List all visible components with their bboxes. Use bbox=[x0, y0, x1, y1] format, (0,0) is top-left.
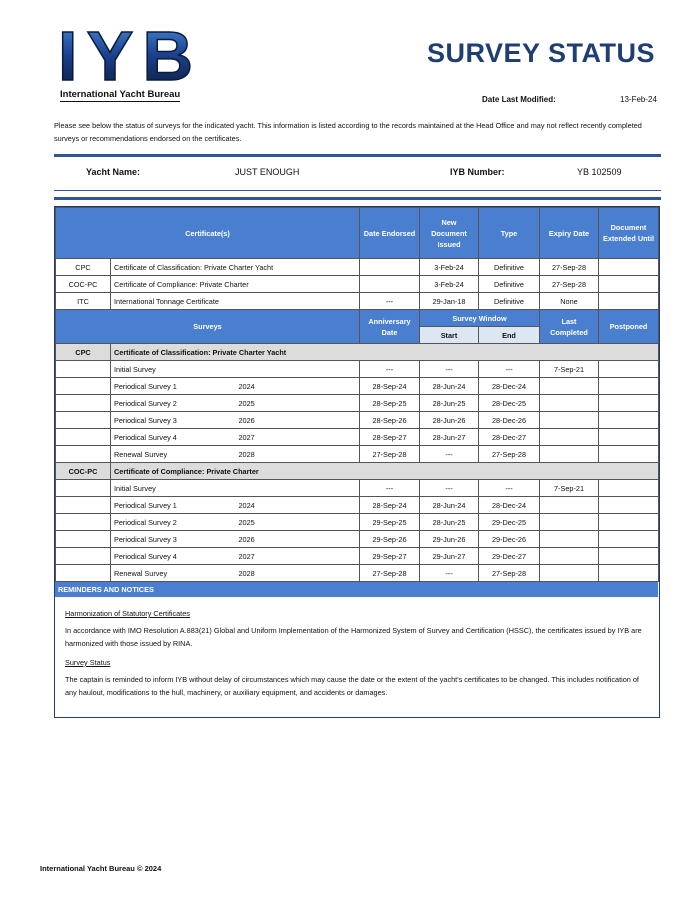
survey-row bbox=[56, 378, 659, 395]
survey-last bbox=[540, 446, 599, 463]
header-new-doc: New Document Issued bbox=[420, 208, 479, 259]
survey-end: 27-Sep-28 bbox=[479, 565, 540, 582]
survey-year: 2026 bbox=[236, 531, 360, 548]
header-postponed: Postponed bbox=[599, 310, 659, 344]
survey-row bbox=[56, 497, 659, 514]
survey-row-spacer bbox=[56, 361, 111, 378]
survey-row bbox=[56, 429, 659, 446]
survey-anniversary: --- bbox=[360, 480, 420, 497]
survey-postponed bbox=[599, 531, 659, 548]
survey-row bbox=[56, 361, 659, 378]
survey-end: --- bbox=[479, 480, 540, 497]
survey-anniversary: 28-Sep-25 bbox=[360, 395, 420, 412]
cert-issued: 29-Jan-18 bbox=[420, 293, 479, 310]
yacht-name-value: JUST ENOUGH bbox=[235, 167, 300, 177]
notice-text-survey-status: The captain is reminded to inform IYB without delay of circumstances which may cause the date or the extent of the yacht's certificates to be changed. This includes notification of any haulout, modifications to the hull, machinery, or auxiliary equipment, and accidents or damages. bbox=[65, 675, 639, 697]
survey-end: 27-Sep-28 bbox=[479, 446, 540, 463]
survey-postponed bbox=[599, 548, 659, 565]
survey-anniversary: 27-Sep-28 bbox=[360, 446, 420, 463]
header-expiry: Expiry Date bbox=[540, 208, 599, 259]
footer: International Yacht Bureau © 2024 bbox=[40, 864, 162, 873]
header-last-completed: Last Completed bbox=[540, 310, 599, 344]
notice-heading-harmonization: Harmonization of Statutory Certificates bbox=[65, 609, 190, 618]
survey-name: Periodical Survey 4 bbox=[111, 548, 236, 565]
logo-subtitle: International Yacht Bureau bbox=[60, 89, 181, 100]
notice-text-harmonization: In accordance with IMO Resolution A.883(21) Global and Uniform Implementation of the Harmonized System of Survey and Certification (HSSC), the certificates issued by IYB are harmonized with those issued by RINA. bbox=[65, 626, 642, 648]
cert-expiry: None bbox=[540, 293, 599, 310]
survey-anniversary: 28-Sep-26 bbox=[360, 412, 420, 429]
cert-code: COC-PC bbox=[56, 276, 111, 293]
survey-status-panel bbox=[54, 206, 660, 718]
survey-year: 2027 bbox=[236, 548, 360, 565]
survey-name: Initial Survey bbox=[111, 361, 236, 378]
cert-name: International Tonnage Certificate bbox=[111, 293, 360, 310]
survey-anniversary: 27-Sep-28 bbox=[360, 565, 420, 582]
survey-anniversary: 28-Sep-27 bbox=[360, 429, 420, 446]
iyb-logo bbox=[58, 24, 198, 102]
survey-last bbox=[540, 514, 599, 531]
survey-year: 2024 bbox=[236, 497, 360, 514]
survey-year bbox=[236, 361, 360, 378]
survey-row-spacer bbox=[56, 446, 111, 463]
survey-end: 28-Dec-25 bbox=[479, 395, 540, 412]
survey-start: 29-Jun-26 bbox=[420, 531, 479, 548]
cert-name: Certificate of Compliance: Private Charter bbox=[111, 276, 360, 293]
header-date-endorsed: Date Endorsed bbox=[360, 208, 420, 259]
survey-start: --- bbox=[420, 446, 479, 463]
survey-end: 28-Dec-27 bbox=[479, 429, 540, 446]
header-window-end: End bbox=[479, 327, 540, 344]
survey-row bbox=[56, 446, 659, 463]
survey-year: 2025 bbox=[236, 395, 360, 412]
survey-postponed bbox=[599, 480, 659, 497]
cert-expiry: 27-Sep-28 bbox=[540, 276, 599, 293]
cert-date-endorsed bbox=[360, 276, 420, 293]
cert-type: Definitive bbox=[479, 259, 540, 276]
survey-postponed bbox=[599, 412, 659, 429]
survey-last bbox=[540, 395, 599, 412]
survey-end: 29-Dec-27 bbox=[479, 548, 540, 565]
survey-postponed bbox=[599, 378, 659, 395]
logo-letters: IYB bbox=[58, 24, 190, 84]
cert-code: ITC bbox=[56, 293, 111, 310]
header-window-start: Start bbox=[420, 327, 479, 344]
notices-heading: REMINDERS AND NOTICES bbox=[55, 582, 658, 597]
iyb-number-value: YB 102509 bbox=[577, 167, 622, 177]
survey-end: 29-Dec-26 bbox=[479, 531, 540, 548]
survey-row-spacer bbox=[56, 429, 111, 446]
survey-last bbox=[540, 548, 599, 565]
survey-anniversary: --- bbox=[360, 361, 420, 378]
survey-row-spacer bbox=[56, 531, 111, 548]
cert-extended bbox=[599, 293, 659, 310]
survey-row bbox=[56, 480, 659, 497]
survey-anniversary: 28-Sep-24 bbox=[360, 378, 420, 395]
notices-section bbox=[55, 597, 659, 699]
survey-last bbox=[540, 531, 599, 548]
survey-last bbox=[540, 497, 599, 514]
survey-year: 2028 bbox=[236, 446, 360, 463]
survey-last bbox=[540, 412, 599, 429]
survey-start: --- bbox=[420, 480, 479, 497]
survey-last bbox=[540, 429, 599, 446]
survey-row-spacer bbox=[56, 412, 111, 429]
survey-start: 28-Jun-24 bbox=[420, 378, 479, 395]
survey-postponed bbox=[599, 361, 659, 378]
intro-text: Please see below the status of surveys for the indicated yacht. This information is listed according to the records maintained at the Head Office and may not reflect recently completed surveys or recommendations endorsed on the certificates. bbox=[54, 121, 642, 143]
survey-name: Periodical Survey 4 bbox=[111, 429, 236, 446]
survey-year bbox=[236, 480, 360, 497]
survey-table bbox=[55, 207, 659, 582]
survey-end: 28-Dec-24 bbox=[479, 497, 540, 514]
survey-start: 28-Jun-25 bbox=[420, 514, 479, 531]
survey-name: Renewal Survey bbox=[111, 446, 236, 463]
survey-anniversary: 29-Sep-25 bbox=[360, 514, 420, 531]
survey-year: 2026 bbox=[236, 412, 360, 429]
survey-row-spacer bbox=[56, 514, 111, 531]
header-certificates: Certificate(s) bbox=[56, 208, 360, 259]
survey-group-row bbox=[56, 344, 659, 361]
survey-year: 2024 bbox=[236, 378, 360, 395]
survey-last bbox=[540, 378, 599, 395]
date-modified-label: Date Last Modified: bbox=[482, 95, 556, 104]
survey-postponed bbox=[599, 565, 659, 582]
yacht-name-label: Yacht Name: bbox=[86, 167, 141, 177]
survey-anniversary: 28-Sep-24 bbox=[360, 497, 420, 514]
cert-type: Definitive bbox=[479, 276, 540, 293]
survey-row bbox=[56, 412, 659, 429]
survey-name: Periodical Survey 3 bbox=[111, 531, 236, 548]
survey-row bbox=[56, 514, 659, 531]
survey-start: --- bbox=[420, 361, 479, 378]
page-title: SURVEY STATUS bbox=[426, 38, 655, 68]
divider-mid bbox=[54, 197, 661, 200]
survey-end: 28-Dec-24 bbox=[479, 378, 540, 395]
header-type: Type bbox=[479, 208, 540, 259]
survey-group-title: Certificate of Classification: Private Charter Yacht bbox=[111, 344, 659, 361]
certificate-row bbox=[56, 276, 659, 293]
survey-end: 28-Dec-26 bbox=[479, 412, 540, 429]
survey-name: Periodical Survey 1 bbox=[111, 497, 236, 514]
survey-postponed bbox=[599, 395, 659, 412]
cert-type: Definitive bbox=[479, 293, 540, 310]
survey-group-code: COC-PC bbox=[56, 463, 111, 480]
survey-start: 28-Jun-24 bbox=[420, 497, 479, 514]
survey-row-spacer bbox=[56, 548, 111, 565]
cert-name: Certificate of Classification: Private Charter Yacht bbox=[111, 259, 360, 276]
header-anniversary: Anniversary Date bbox=[360, 310, 420, 344]
survey-postponed bbox=[599, 429, 659, 446]
survey-anniversary: 29-Sep-26 bbox=[360, 531, 420, 548]
survey-last: 7-Sep-21 bbox=[540, 361, 599, 378]
yacht-info bbox=[54, 156, 661, 191]
survey-end: --- bbox=[479, 361, 540, 378]
survey-year: 2028 bbox=[236, 565, 360, 582]
survey-row-spacer bbox=[56, 480, 111, 497]
survey-postponed bbox=[599, 446, 659, 463]
survey-postponed bbox=[599, 514, 659, 531]
cert-extended bbox=[599, 259, 659, 276]
notice-heading-survey-status: Survey Status bbox=[65, 658, 111, 667]
survey-start: 28-Jun-26 bbox=[420, 412, 479, 429]
cert-code: CPC bbox=[56, 259, 111, 276]
survey-group-row bbox=[56, 463, 659, 480]
iyb-logo-mark bbox=[58, 24, 192, 84]
survey-postponed bbox=[599, 497, 659, 514]
certificate-row bbox=[56, 259, 659, 276]
date-modified-value: 13-Feb-24 bbox=[620, 95, 657, 104]
cert-issued: 3-Feb-24 bbox=[420, 276, 479, 293]
survey-year: 2025 bbox=[236, 514, 360, 531]
survey-name: Periodical Survey 1 bbox=[111, 378, 236, 395]
survey-name: Periodical Survey 2 bbox=[111, 514, 236, 531]
survey-year: 2027 bbox=[236, 429, 360, 446]
survey-name: Renewal Survey bbox=[111, 565, 236, 582]
survey-row-spacer bbox=[56, 378, 111, 395]
survey-row bbox=[56, 565, 659, 582]
survey-group-title: Certificate of Compliance: Private Charter bbox=[111, 463, 659, 480]
survey-name: Initial Survey bbox=[111, 480, 236, 497]
cert-date-endorsed bbox=[360, 259, 420, 276]
header-extended: Document Extended Until bbox=[599, 208, 659, 259]
survey-last: 7-Sep-21 bbox=[540, 480, 599, 497]
cert-issued: 3-Feb-24 bbox=[420, 259, 479, 276]
survey-row bbox=[56, 531, 659, 548]
survey-row-spacer bbox=[56, 395, 111, 412]
cert-extended bbox=[599, 276, 659, 293]
certificate-row bbox=[56, 293, 659, 310]
survey-anniversary: 29-Sep-27 bbox=[360, 548, 420, 565]
survey-group-code: CPC bbox=[56, 344, 111, 361]
survey-name: Periodical Survey 3 bbox=[111, 412, 236, 429]
survey-row bbox=[56, 548, 659, 565]
survey-last bbox=[540, 565, 599, 582]
survey-end: 29-Dec-25 bbox=[479, 514, 540, 531]
survey-start: 28-Jun-25 bbox=[420, 395, 479, 412]
iyb-number-label: IYB Number: bbox=[450, 167, 505, 177]
survey-row-spacer bbox=[56, 565, 111, 582]
survey-start: 28-Jun-27 bbox=[420, 429, 479, 446]
survey-name: Periodical Survey 2 bbox=[111, 395, 236, 412]
cert-expiry: 27-Sep-28 bbox=[540, 259, 599, 276]
header-surveys: Surveys bbox=[56, 310, 360, 344]
survey-row bbox=[56, 395, 659, 412]
survey-start: --- bbox=[420, 565, 479, 582]
survey-row-spacer bbox=[56, 497, 111, 514]
header-survey-window: Survey Window bbox=[420, 310, 540, 327]
survey-start: 29-Jun-27 bbox=[420, 548, 479, 565]
cert-date-endorsed: --- bbox=[360, 293, 420, 310]
